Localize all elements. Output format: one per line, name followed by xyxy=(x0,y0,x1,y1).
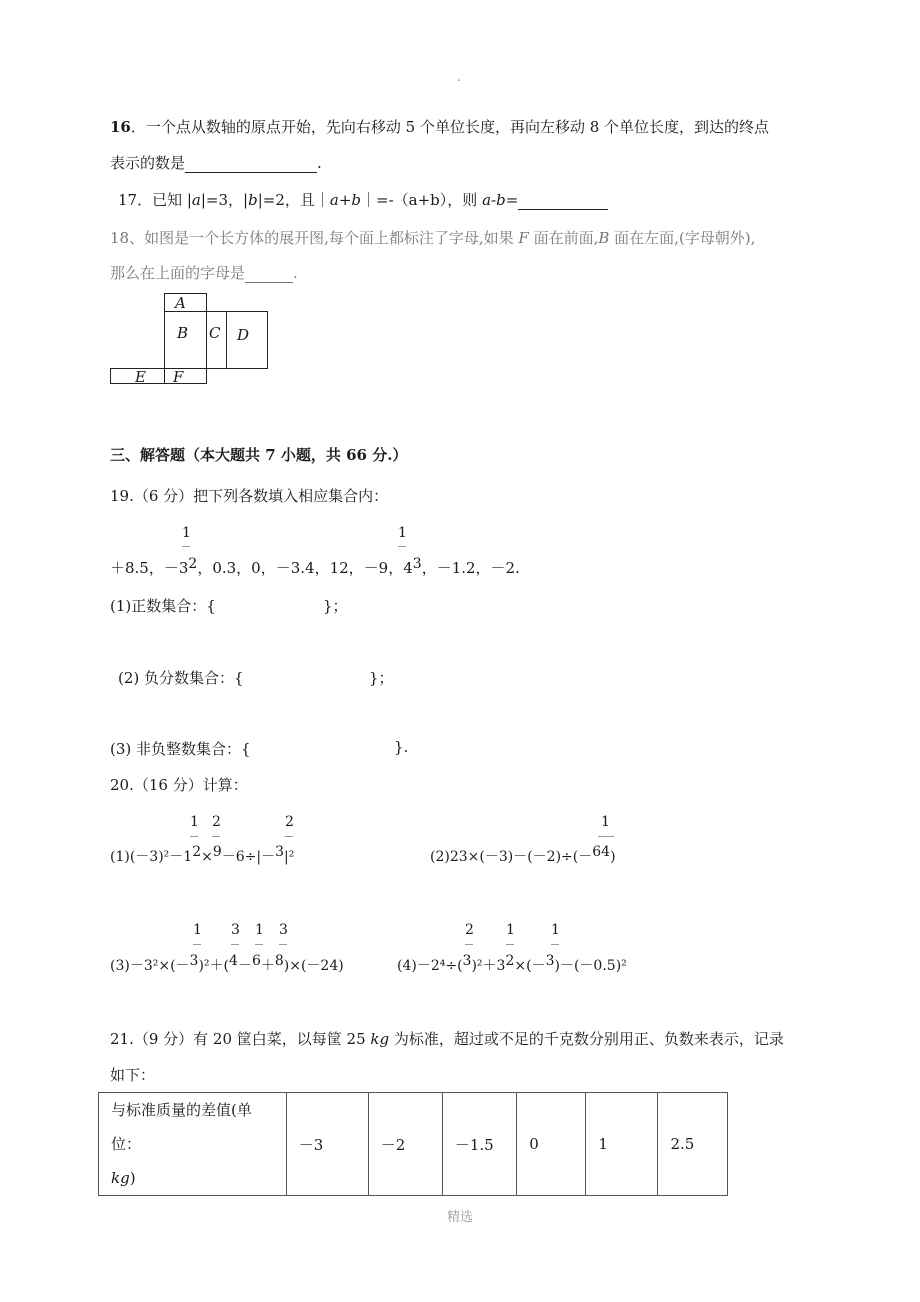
q20-p2-frac1-den: 64 xyxy=(592,844,611,860)
q18-answer-blank[interactable] xyxy=(245,264,293,283)
net-label-f: F xyxy=(173,368,184,386)
q20-p4-c: ×(－ xyxy=(514,958,546,974)
q19-set2-close: }； xyxy=(369,669,394,687)
q19-frac2-denominator: 3 xyxy=(412,556,422,572)
q16-text-line1: ．一个点从数轴的原点开始，先向右移动 5 个单位长度，再向左移动 8 个单位长度，到达的终点 xyxy=(130,118,770,136)
table-header-kg: kg xyxy=(111,1169,130,1187)
q19-frac1-numerator: 1 xyxy=(182,525,191,541)
header-dot: . xyxy=(457,70,461,84)
q20-p1-b: × xyxy=(201,849,213,865)
q19-frac1-bar xyxy=(182,546,190,547)
q17-plus: + xyxy=(338,191,352,209)
q20-p3-frac4-num: 3 xyxy=(279,922,288,938)
q20-p4-frac1-bar xyxy=(465,944,473,945)
net-face-d xyxy=(226,311,268,369)
q21-text-a: 21.（9 分）有 20 筐白菜，以每筐 25 xyxy=(110,1030,371,1048)
q21-text-b: 为标准，超过或不足的千克数分别用正、负数来表示，记录 xyxy=(389,1030,784,1048)
table-header-cell xyxy=(99,1093,287,1196)
q20-p1-frac1-bar xyxy=(190,836,198,837)
q19-numbers-c: ，－1.2，－2. xyxy=(421,559,520,577)
q20-p4-frac1-num: 2 xyxy=(465,922,474,938)
q19-numbers xyxy=(110,557,520,578)
q20-p1-frac2-bar xyxy=(212,836,220,837)
q20-p4-a: (4)－2⁴÷( xyxy=(397,958,463,974)
footer-label: 精选 xyxy=(447,1210,474,1225)
q20-p3-a: (3)－3²×(－ xyxy=(110,958,190,974)
q20-p1-a: (1)(－3)²－1 xyxy=(110,849,193,865)
q20-p4-frac2-den: 2 xyxy=(505,953,515,969)
q20-p3-frac1-den: 3 xyxy=(189,953,199,969)
q18-text-c: 面在左面,(字母朝外), xyxy=(609,229,756,247)
table-cell: 1 xyxy=(586,1093,658,1196)
net-label-a: A xyxy=(175,294,186,312)
q16-line2 xyxy=(110,152,322,173)
q18-period: . xyxy=(293,264,298,282)
q17-answer-blank[interactable] xyxy=(518,191,608,210)
net-face-f xyxy=(164,368,207,384)
table-cell: －3 xyxy=(286,1093,368,1196)
q17-text-a: 17．已知 | xyxy=(118,191,192,209)
q17-line xyxy=(118,189,608,210)
q20-title: 20.（16 分）计算： xyxy=(110,776,248,794)
net-label-c: C xyxy=(209,324,221,342)
q20-p3-d: ＋ xyxy=(260,958,275,974)
q20-p1-c: －6÷|－ xyxy=(221,849,276,865)
q19-set1-close: }； xyxy=(323,597,348,615)
q20-p3-frac2-num: 3 xyxy=(231,922,240,938)
q17-var-b2: b xyxy=(351,191,362,209)
q20-p4-b: )²＋3 xyxy=(471,958,506,974)
section-title: 三、解答题（本大题共 7 小题，共 66 分.） xyxy=(110,446,408,464)
q17-text-b: |=3，| xyxy=(200,191,249,209)
q18-line1 xyxy=(110,227,755,248)
table-cell: 2.5 xyxy=(658,1093,728,1196)
q16-answer-blank[interactable] xyxy=(185,154,317,173)
q20-p1-frac3-num: 2 xyxy=(285,814,294,830)
q17-var-a2: a xyxy=(329,191,339,209)
q16-line1 xyxy=(110,116,769,137)
q17-expr: a-b xyxy=(482,191,506,209)
q20-p3-frac1-bar xyxy=(193,944,201,945)
q20-p4-frac3-num: 1 xyxy=(551,922,560,938)
q20-p1-frac3-bar xyxy=(285,836,293,837)
q17-text-c: |=2，且｜ xyxy=(257,191,330,209)
q20-p4-frac2-num: 1 xyxy=(506,922,515,938)
net-label-d: D xyxy=(237,326,250,344)
q20-p1-frac1-num: 1 xyxy=(190,814,199,830)
q21-line1 xyxy=(110,1028,784,1049)
table-cell: －1.5 xyxy=(442,1093,516,1196)
q18-var-b: B xyxy=(598,229,610,247)
q20-p2-expr xyxy=(430,846,616,866)
q19-frac2-numerator: 1 xyxy=(398,525,407,541)
q20-p3-frac2-den: 4 xyxy=(229,953,238,969)
q20-p3-e: )×(－24) xyxy=(283,958,344,974)
q19-frac1-denominator: 2 xyxy=(188,556,198,572)
q20-p3-c: － xyxy=(237,958,252,974)
q19-set3-close: }. xyxy=(394,738,409,756)
net-face-c xyxy=(206,311,227,369)
q20-p1-frac1-den: 2 xyxy=(192,844,202,860)
q19-set2-label: (2) 负分数集合：{ xyxy=(118,669,244,687)
q20-p4-frac3-den: 3 xyxy=(545,953,555,969)
table-cell: －2 xyxy=(368,1093,442,1196)
q17-var-a: a xyxy=(191,191,201,209)
q19-frac2-bar xyxy=(398,546,406,547)
q20-p3-frac1-num: 1 xyxy=(193,922,202,938)
table-row xyxy=(99,1093,728,1196)
q17-var-b: b xyxy=(248,191,258,209)
q19-numbers-a: ＋8.5，－3 xyxy=(110,559,189,577)
q18-text-b: 面在前面, xyxy=(528,229,599,247)
q20-p2-frac1-bar xyxy=(598,836,614,837)
q20-p3-b: )²＋( xyxy=(198,958,230,974)
q20-p4-frac2-bar xyxy=(506,944,514,945)
q20-p1-frac3-den: 3 xyxy=(275,844,285,860)
q21-line2: 如下： xyxy=(110,1066,156,1084)
q20-p3-expr xyxy=(110,955,344,975)
q20-p2-a: (2)23×(－3)－(－2)÷(－ xyxy=(430,849,593,865)
q20-p2-e: ) xyxy=(610,849,616,865)
q21-data-table xyxy=(98,1092,728,1196)
net-label-b: B xyxy=(177,324,189,342)
q20-p3-frac3-den: 6 xyxy=(251,953,261,969)
q20-p2-frac1-num: 1 xyxy=(601,814,610,830)
q18-var-f: F xyxy=(518,229,529,247)
q18-text-a: 18、如图是一个长方体的展开图,每个面上都标注了字母,如果 xyxy=(110,229,519,247)
q20-p1-e: |² xyxy=(284,849,295,865)
net-label-e: E xyxy=(135,368,146,386)
q20-p1-frac2-den: 9 xyxy=(212,844,222,860)
q21-unit-kg: kg xyxy=(370,1030,390,1048)
q20-p4-frac1-den: 3 xyxy=(462,953,472,969)
q19-set3-label: (3) 非负整数集合：{ xyxy=(110,740,251,758)
table-cell: 0 xyxy=(517,1093,586,1196)
q20-p3-frac3-num: 1 xyxy=(255,922,264,938)
q20-p1-expr xyxy=(110,846,294,866)
q18-line2 xyxy=(110,262,298,283)
q16-period: . xyxy=(317,154,322,172)
table-header-close: ) xyxy=(129,1169,136,1187)
net-face-b xyxy=(164,311,207,369)
q20-p3-frac3-bar xyxy=(255,944,263,945)
net-face-e xyxy=(110,368,165,384)
q19-title: 19.（6 分）把下列各数填入相应集合内： xyxy=(110,487,389,505)
q20-p4-e: )－(－0.5)² xyxy=(554,958,627,974)
q20-p4-expr xyxy=(397,955,627,975)
q20-p4-frac3-bar xyxy=(551,944,559,945)
q17-equals: = xyxy=(505,191,519,209)
table-header-line1: 与标准质量的差值(单位： xyxy=(111,1101,252,1153)
q16-number: 16 xyxy=(110,118,131,136)
q20-p3-frac4-bar xyxy=(279,944,287,945)
q19-set1-label: (1)正数集合：{ xyxy=(110,597,216,615)
q17-text-d: ｜=-（a+b），则 xyxy=(361,191,483,209)
q20-p3-frac2-bar xyxy=(231,944,239,945)
q16-text-line2: 表示的数是 xyxy=(110,154,186,172)
net-face-a xyxy=(164,293,207,312)
q19-numbers-b: ，0.3，0，－3.4，12，－9，4 xyxy=(197,559,413,577)
q20-p1-frac2-num: 2 xyxy=(212,814,221,830)
q18-text-line2: 那么在上面的字母是 xyxy=(110,264,246,282)
q20-p3-frac4-den: 8 xyxy=(274,953,284,969)
